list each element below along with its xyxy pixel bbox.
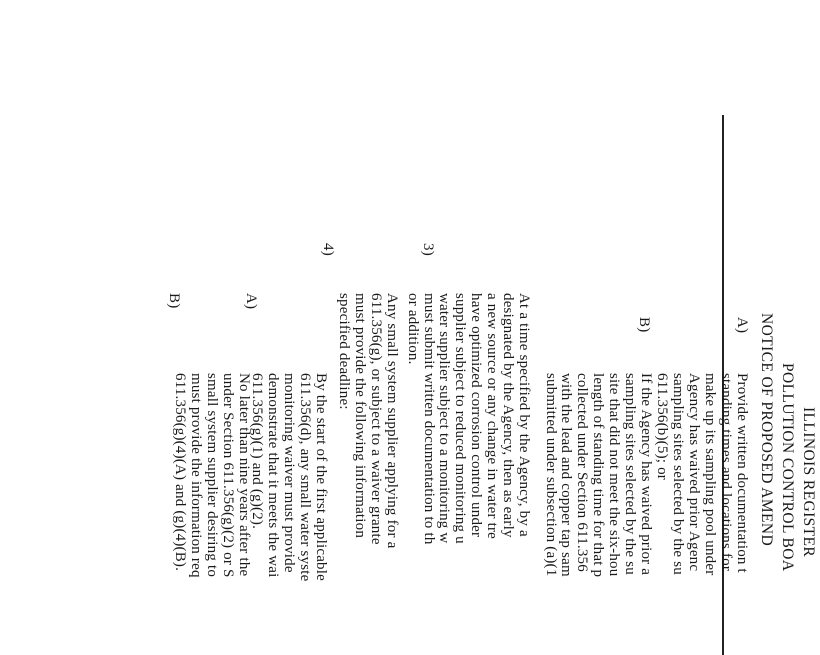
- item-3-line: have optimized corrosion control under: [468, 293, 485, 538]
- item-3-line: supplier subject to reduced monitoring u: [452, 293, 469, 544]
- item-4A-line: monitoring waiver must provide: [281, 373, 298, 573]
- item-3B-line: site that did not meet the six-hou: [606, 373, 623, 577]
- item-3A-line: standing times and locations for: [718, 373, 735, 572]
- item-4-marker: 4): [320, 243, 336, 256]
- item-4A-line: By the start of the first applicable: [313, 373, 329, 581]
- item-4B-line: under Section 611.356(g)(2) or S: [220, 373, 237, 578]
- item-3B-line: sampling sites selected by the su: [622, 373, 639, 575]
- board-title: POLLUTION CONTROL BOA: [779, 363, 796, 572]
- item-3B-marker: B): [636, 317, 652, 333]
- item-4B-line: small system supplier desiring to: [204, 373, 221, 578]
- item-3B-line: If the Agency has waived prior a: [638, 373, 654, 576]
- item-3A-line: make up its sampling pool under: [702, 373, 719, 576]
- item-4B-marker: B): [166, 293, 182, 309]
- register-title: ILLINOIS REGISTER: [800, 407, 817, 558]
- item-3A-line: Agency has waived prior Agenc: [686, 373, 703, 572]
- item-3-line: water supplier subject to a monitoring w: [436, 293, 453, 544]
- notice-title: NOTICE OF PROPOSED AMEND: [758, 313, 775, 547]
- item-4A-line: demonstrate that it meets the wai: [265, 373, 282, 578]
- item-3B-line: submitted under subsection (a)(1: [542, 373, 559, 577]
- item-3-marker: 3): [420, 243, 436, 256]
- item-4-line: specified deadline:: [336, 293, 353, 410]
- item-3-line: must submit written documentation to th: [420, 293, 437, 545]
- item-3B-line: with the lead and copper tap sam: [558, 373, 575, 577]
- item-3A-line: Provide written documentation t: [734, 373, 750, 573]
- item-3-line: or addition.: [404, 293, 421, 365]
- item-4B-line: must provide the information req: [188, 373, 205, 578]
- item-4A-marker: A): [243, 293, 259, 310]
- item-4B-line: 611.356(g)(4)(A) and (g)(4)(B).: [172, 373, 189, 572]
- item-3-line: designated by the Agency, then as early: [500, 293, 517, 538]
- item-3-line: At a time specified by the Agency, by a: [516, 293, 532, 537]
- item-3B-line: length of standing time for that p: [590, 373, 607, 578]
- item-4-line: must provide the following information: [352, 293, 369, 539]
- item-4B-line: No later than nine years after the: [236, 373, 252, 577]
- item-3A-line: sampling sites selected by the su: [670, 373, 687, 575]
- item-3A-marker: A): [734, 317, 750, 334]
- item-3B-line: collected under Section 611.356: [574, 373, 591, 572]
- item-4A-line: 611.356(d), any small water syste: [297, 373, 314, 582]
- rotated-document: [60, 0, 820, 635]
- item-4-line: Any small system supplier applying for a: [384, 293, 400, 549]
- item-4-line: 611.356(g), or subject to a waiver grante: [368, 293, 385, 545]
- item-3A-line: 611.356(b)(5); or: [654, 373, 671, 480]
- item-3-line: a new source or any change in water tre: [484, 293, 501, 540]
- item-4A-line: 611.356(g)(1) and (g)(2).: [249, 373, 266, 530]
